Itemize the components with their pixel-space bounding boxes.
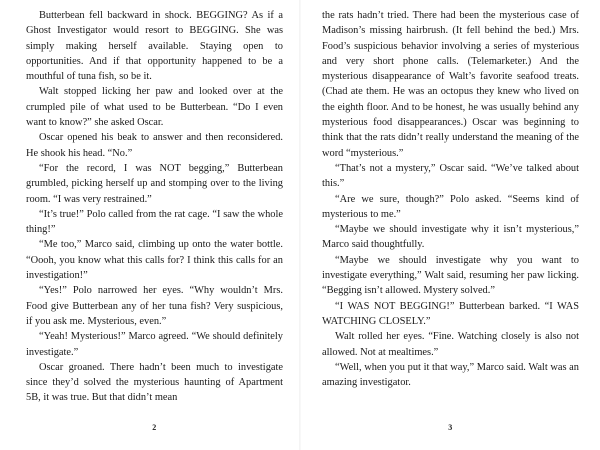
left-page-text bbox=[26, 8, 283, 406]
right-page bbox=[300, 0, 600, 450]
paragraph: “Well, when you put it that way,” Marco said. Walt was an amazing investigator. bbox=[322, 361, 579, 389]
paragraph: “Are we sure, though?” Polo asked. “Seems kind of mysterious to me.” bbox=[322, 193, 579, 220]
paragraph: the rats hadn’t tried. There had been the mysterious case of Madison’s missing hairbrush. (It fell behind the bed.) Mrs. Food’s suspicious behavior involving a series of mysterious and very short phone calls. (Telemarketer.) And the mysterious disappearance of Walt’s favorite seafood treats. (Chad ate them. He was an octopus they knew who lived on the eighth floor. And to be honest, he was usually behind any mysterious food disappearances.) Oscar was beginning to think that the rats didn’t really understand the meaning of the word “mysterious.” bbox=[322, 10, 579, 159]
paragraph: Walt stopped licking her paw and looked over at the crumpled pile of what used to be Butterbean. “Do I even want to know?” she asked Oscar. bbox=[26, 86, 283, 129]
paragraph: “Maybe we should investigate why it isn’t mysterious,” Marco said thoughtfully. bbox=[322, 224, 579, 251]
paragraph: “I WAS NOT BEGGING!” Butterbean barked. “I WAS WATCHING CLOSELY.” bbox=[322, 300, 579, 327]
paragraph: “It’s true!” Polo called from the rat cage. “I saw the whole thing!” bbox=[26, 208, 283, 236]
paragraph: “For the record, I was NOT begging,” Butterbean grumbled, picking herself up and stomping over to the living room. “I was very restrained.” bbox=[26, 162, 283, 205]
paragraph: Walt rolled her eyes. “Fine. Watching closely is also not allowed. Not at mealtimes.” bbox=[322, 331, 579, 358]
paragraph: “Yeah! Mysterious!” Marco agreed. “We should definitely investigate.” bbox=[26, 331, 283, 358]
paragraph: Oscar opened his beak to answer and then reconsidered. He shook his head. “No.” bbox=[26, 132, 283, 159]
paragraph: “Yes!” Polo narrowed her eyes. “Why wouldn’t Mrs. Food give Butterbean any of her tuna fish? Very suspicious, if you ask me. Mysterious, even.” bbox=[26, 285, 283, 327]
paragraph: Butterbean fell backward in shock. BEGGING? As if a Ghost Investigator would resort to BEGGING. She was simply making herself available. Staying open to opportunities. And if that opportunity happened to be a mouthful of tuna fish, so be it. bbox=[26, 10, 283, 83]
paragraph: “That’s not a mystery,” Oscar said. “We’ve talked about this.” bbox=[322, 162, 579, 190]
paragraph: Oscar groaned. There hadn’t been much to investigate since they’d solved the mysterious haunting of Apartment 5B, it was true. But that didn’t mean bbox=[26, 361, 283, 404]
paragraph: “Maybe we should investigate why you want to investigate everything,” Walt said, resuming her paw licking. “Begging isn’t allowed. Mystery solved.” bbox=[322, 254, 579, 297]
paragraph: “Me too,” Marco said, climbing up onto the water bottle. “Oooh, you know what this calls for? I think this calls for an investigation!” bbox=[26, 239, 283, 282]
page-number: 2 bbox=[152, 423, 157, 432]
right-page-text bbox=[322, 8, 579, 390]
page-number: 3 bbox=[448, 423, 453, 432]
